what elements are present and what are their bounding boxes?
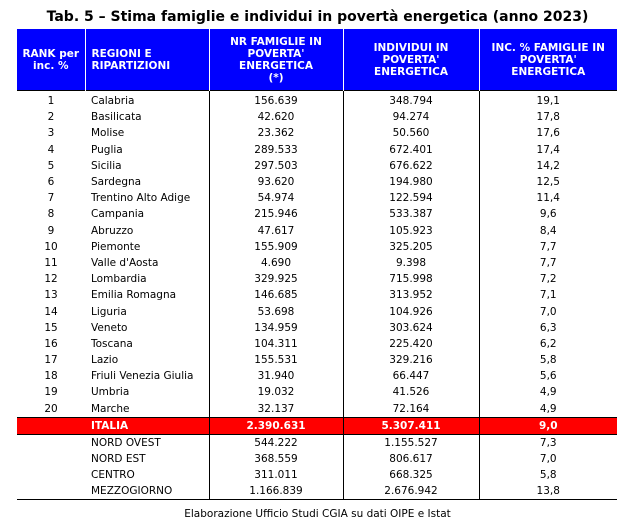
rank-cell: 12 xyxy=(44,273,58,286)
rank-cell xyxy=(17,483,85,500)
individuals-cell: 225.420 xyxy=(343,336,479,352)
table-row xyxy=(17,401,617,418)
ripartizione-row xyxy=(17,467,617,483)
region-cell: Molise xyxy=(91,127,125,140)
rank-cell: 17 xyxy=(44,354,58,367)
table-row xyxy=(17,142,617,158)
families-cell: 215.946 xyxy=(209,206,343,222)
header-rank-line1: RANK per xyxy=(22,47,80,60)
region-cell: Emilia Romagna xyxy=(91,289,177,302)
individuals-cell: 2.676.942 xyxy=(343,483,479,500)
header-incidence-line1: INC. % FAMIGLIE IN xyxy=(491,41,605,54)
individuals-cell: 715.998 xyxy=(343,271,479,287)
incidence-cell: 4,9 xyxy=(479,384,617,400)
incidence-cell: 7,7 xyxy=(479,255,617,271)
families-cell: 311.011 xyxy=(209,467,343,483)
table-row xyxy=(17,271,617,287)
rank-cell xyxy=(17,434,85,451)
rank-cell: 8 xyxy=(47,208,55,221)
individuals-cell: 194.980 xyxy=(343,174,479,190)
families-cell: 47.617 xyxy=(209,223,343,239)
region-cell: Lazio xyxy=(91,354,119,367)
incidence-cell: 17,6 xyxy=(479,125,617,141)
incidence-cell: 7,1 xyxy=(479,287,617,303)
families-cell: 544.222 xyxy=(209,434,343,451)
region-cell: Liguria xyxy=(91,305,127,318)
header-region xyxy=(85,29,209,91)
region-cell: Sardegna xyxy=(91,176,142,189)
header-rank-line2: inc. % xyxy=(33,59,69,72)
incidence-cell: 12,5 xyxy=(479,174,617,190)
header-region-line1: REGIONI E xyxy=(91,47,152,60)
rank-cell: 3 xyxy=(47,127,55,140)
header-individuals-line1: INDIVIDUI IN xyxy=(373,41,449,54)
region-cell: MEZZOGIORNO xyxy=(85,483,209,500)
header-row xyxy=(17,29,617,91)
individuals-cell: 9.398 xyxy=(343,255,479,271)
incidence-cell: 7,0 xyxy=(479,303,617,319)
individuals-cell: 329.216 xyxy=(343,352,479,368)
rank-cell: 19 xyxy=(44,386,58,399)
region-cell: NORD EST xyxy=(91,452,146,465)
header-individuals-line3: ENERGETICA xyxy=(374,65,448,78)
source-footnote: Elaborazione Ufficio Studi CGIA su dati OIPE e Istat xyxy=(184,508,451,520)
ripartizione-row xyxy=(17,483,617,500)
individuals-cell: 672.401 xyxy=(343,142,479,158)
rank-cell: 13 xyxy=(44,289,58,302)
rank-cell xyxy=(17,451,85,467)
table-row xyxy=(17,109,617,125)
rank-cell: 18 xyxy=(44,370,58,383)
rank-cell: 14 xyxy=(44,305,58,318)
families-cell: 134.959 xyxy=(209,320,343,336)
families-cell: 329.925 xyxy=(209,271,343,287)
table-row xyxy=(17,174,617,190)
incidence-cell: 17,8 xyxy=(479,109,617,125)
families-cell: 19.032 xyxy=(209,384,343,400)
italia-total-row xyxy=(17,417,617,434)
rank-cell xyxy=(17,467,85,483)
individuals-cell: 41.526 xyxy=(343,384,479,400)
table-row xyxy=(17,336,617,352)
table-body xyxy=(17,91,617,500)
table-row xyxy=(17,352,617,368)
rank-cell: 20 xyxy=(44,402,58,415)
families-cell: 4.690 xyxy=(209,255,343,271)
families-cell: 368.559 xyxy=(209,451,343,467)
header-individuals-line2: POVERTA' xyxy=(382,53,440,66)
region-cell: Veneto xyxy=(91,321,128,334)
incidence-cell: 5,8 xyxy=(479,352,617,368)
individuals-cell: 105.923 xyxy=(343,223,479,239)
families-cell: 289.533 xyxy=(209,142,343,158)
individuals-cell: 533.387 xyxy=(343,206,479,222)
incidence-cell: 7,3 xyxy=(479,434,617,451)
table-row xyxy=(17,239,617,255)
incidence-cell: 5,6 xyxy=(479,368,617,384)
incidence-cell: 7,0 xyxy=(479,451,617,467)
ripartizione-row xyxy=(17,451,617,467)
families-cell: 104.311 xyxy=(209,336,343,352)
rank-cell: 6 xyxy=(47,176,55,189)
rank-cell: 4 xyxy=(47,143,55,156)
incidence-cell: 14,2 xyxy=(479,158,617,174)
rank-cell: 9 xyxy=(47,224,55,237)
families-cell: 1.166.839 xyxy=(209,483,343,500)
rank-cell: 1 xyxy=(47,95,55,108)
table-row xyxy=(17,158,617,174)
rank-cell: 5 xyxy=(47,159,55,172)
region-cell: Campania xyxy=(91,208,145,221)
families-cell: 156.639 xyxy=(209,91,343,110)
families-cell: 32.137 xyxy=(209,401,343,418)
region-cell: Toscana xyxy=(91,337,133,350)
incidence-cell: 9,6 xyxy=(479,206,617,222)
individuals-cell: 104.926 xyxy=(343,303,479,319)
region-cell: Sicilia xyxy=(91,159,122,172)
poverty-table xyxy=(17,29,617,500)
header-rank xyxy=(17,29,85,91)
individuals-cell: 1.155.527 xyxy=(343,434,479,451)
families-cell: 155.531 xyxy=(209,352,343,368)
header-incidence-line3: ENERGETICA xyxy=(511,65,586,78)
region-cell: Piemonte xyxy=(91,240,141,253)
incidence-cell: 19,1 xyxy=(479,91,617,110)
header-region-line2: RIPARTIZIONI xyxy=(91,59,171,72)
rank-cell xyxy=(17,417,85,434)
header-families-line4: (*) xyxy=(268,71,284,84)
table-row xyxy=(17,125,617,141)
region-cell: Lombardia xyxy=(91,273,147,286)
individuals-cell: 325.205 xyxy=(343,239,479,255)
families-cell: 53.698 xyxy=(209,303,343,319)
header-families-line1: NR FAMIGLIE IN xyxy=(230,35,322,48)
table-row xyxy=(17,384,617,400)
region-cell: Trentino Alto Adige xyxy=(91,192,191,205)
individuals-cell: 668.325 xyxy=(343,467,479,483)
individuals-cell: 348.794 xyxy=(343,91,479,110)
region-cell: ITALIA xyxy=(85,417,209,434)
families-cell: 297.503 xyxy=(209,158,343,174)
individuals-cell: 122.594 xyxy=(343,190,479,206)
incidence-cell: 17,4 xyxy=(479,142,617,158)
individuals-cell: 50.560 xyxy=(343,125,479,141)
incidence-cell: 6,2 xyxy=(479,336,617,352)
incidence-cell: 9,0 xyxy=(479,417,617,434)
header-individuals xyxy=(343,29,479,91)
individuals-cell: 72.164 xyxy=(343,401,479,418)
rank-cell: 16 xyxy=(44,337,58,350)
rank-cell: 15 xyxy=(44,321,58,334)
header-families-line3: ENERGETICA xyxy=(239,59,313,72)
region-cell: NORD OVEST xyxy=(85,434,209,451)
incidence-cell: 7,7 xyxy=(479,239,617,255)
table-row xyxy=(17,287,617,303)
region-cell: Friuli Venezia Giulia xyxy=(91,370,194,383)
individuals-cell: 5.307.411 xyxy=(343,417,479,434)
families-cell: 2.390.631 xyxy=(209,417,343,434)
families-cell: 31.940 xyxy=(209,368,343,384)
incidence-cell: 11,4 xyxy=(479,190,617,206)
header-incidence-line2: POVERTA' xyxy=(519,53,577,66)
table-row xyxy=(17,206,617,222)
rank-cell: 10 xyxy=(44,240,58,253)
rank-cell: 7 xyxy=(47,192,55,205)
region-cell: Basilicata xyxy=(91,111,142,124)
families-cell: 54.974 xyxy=(209,190,343,206)
region-cell: Calabria xyxy=(91,95,135,108)
families-cell: 155.909 xyxy=(209,239,343,255)
region-cell: Valle d'Aosta xyxy=(91,256,159,269)
individuals-cell: 94.274 xyxy=(343,109,479,125)
incidence-cell: 5,8 xyxy=(479,467,617,483)
rank-cell: 2 xyxy=(47,111,55,124)
rank-cell: 11 xyxy=(44,256,58,269)
ripartizione-row xyxy=(17,434,617,451)
table-row xyxy=(17,368,617,384)
families-cell: 93.620 xyxy=(209,174,343,190)
region-cell: Umbria xyxy=(91,386,130,399)
header-families-line2: POVERTA' xyxy=(247,47,305,60)
table-row xyxy=(17,303,617,319)
incidence-cell: 6,3 xyxy=(479,320,617,336)
incidence-cell: 7,2 xyxy=(479,271,617,287)
individuals-cell: 676.622 xyxy=(343,158,479,174)
individuals-cell: 66.447 xyxy=(343,368,479,384)
region-cell: Abruzzo xyxy=(91,224,134,237)
table-row xyxy=(17,190,617,206)
table-row xyxy=(17,320,617,336)
header-incidence xyxy=(479,29,617,91)
families-cell: 23.362 xyxy=(209,125,343,141)
table-row xyxy=(17,223,617,239)
incidence-cell: 8,4 xyxy=(479,223,617,239)
individuals-cell: 303.624 xyxy=(343,320,479,336)
region-cell: CENTRO xyxy=(91,468,135,481)
families-cell: 42.620 xyxy=(209,109,343,125)
families-cell: 146.685 xyxy=(209,287,343,303)
individuals-cell: 313.952 xyxy=(343,287,479,303)
header-families xyxy=(209,29,343,91)
individuals-cell: 806.617 xyxy=(343,451,479,467)
incidence-cell: 4,9 xyxy=(479,401,617,418)
table-title: Tab. 5 – Stima famiglie e individui in povertà energetica (anno 2023) xyxy=(46,9,589,25)
region-cell: Marche xyxy=(91,402,130,415)
table-row xyxy=(17,255,617,271)
table-row xyxy=(17,91,617,110)
region-cell: Puglia xyxy=(91,143,123,156)
incidence-cell: 13,8 xyxy=(479,483,617,500)
